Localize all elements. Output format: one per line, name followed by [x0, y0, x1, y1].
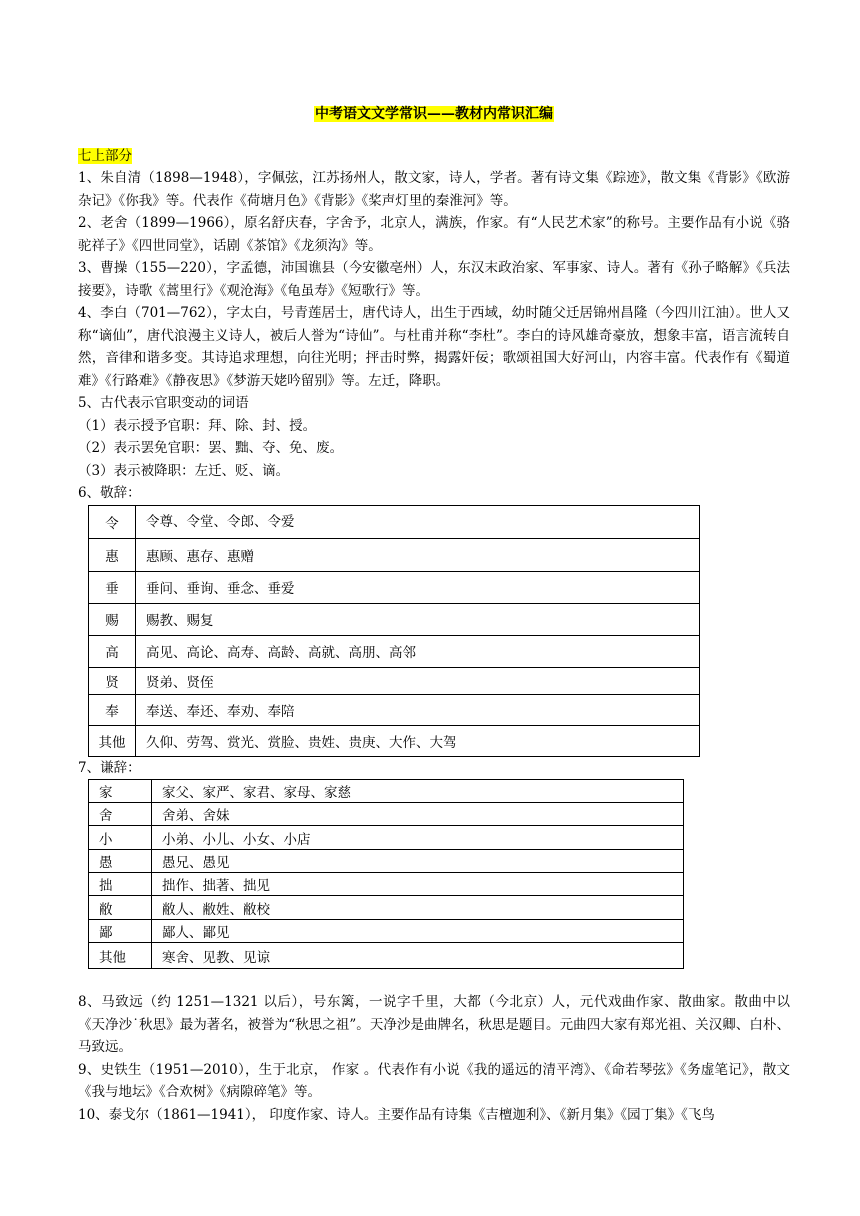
honorifics-heading: 6、敬辞：: [78, 485, 141, 501]
table-row: [89, 920, 684, 943]
table-key-cell: 贤: [89, 667, 136, 694]
table-value-cell: 垂问、垂询、垂念、垂爱: [136, 571, 700, 603]
table-value-cell: 高见、高论、高寿、高龄、高就、高朋、高邻: [136, 635, 700, 667]
table-row: [89, 873, 684, 896]
paragraph-1: 1、朱自清（1898—1948），字佩弦，江苏扬州人，散文家，诗人，学者。著有诗文集《踪迹》，散文集《背影》《欧游杂记》《你我》等。代表作《荷塘月色》《背影》《桨声灯里的秦淮河》等。: [78, 170, 790, 209]
table-row: [89, 505, 700, 538]
table-key-cell: 小: [89, 826, 152, 850]
humble-table: [88, 779, 684, 969]
table-key-cell: 愚: [89, 850, 152, 873]
paragraph-9: 9、史铁生（1951—2010），生于北京， 作家 。代表作有小说《我的遥远的清平湾》、《命若琴弦》《务虚笔记》，散文《我与地坛》《合欢树》《病隙碎笔》等。: [78, 1061, 790, 1100]
table-value-cell: 赐教、赐复: [136, 603, 700, 635]
table-value-cell: 鄙人、鄙见: [152, 920, 684, 943]
table-key-cell: 垂: [89, 571, 136, 603]
table-key-cell: 令: [89, 505, 136, 538]
paragraph-10: 10、泰戈尔（1861—1941）， 印度作家、诗人。主要作品有诗集《吉檀迦利》、《新月集》《园丁集》《飞鸟: [78, 1106, 715, 1123]
title-text: 中考语文文学常识——教材内常识汇编: [315, 106, 553, 122]
table-value-cell: 令尊、令堂、令郎、令爱: [136, 505, 700, 538]
paragraph-5: 5、古代表示官职变动的词语: [78, 395, 249, 411]
table-row: [89, 943, 684, 969]
honorifics-table: [88, 505, 700, 757]
document-title: [78, 104, 790, 124]
paragraph-4: 4、李白（701—762），字太白，号青莲居士，唐代诗人，出生于西域，幼时随父迁居锦州昌隆（今四川江油）。世人又称“谪仙”，唐代浪漫主义诗人，被后人誉为“诗仙”。与杜甫并称“李杜”。李白的诗风雄奇豪放，想象丰富，语言流转自然，音律和谐多变。其诗追求理想，向往光明；抨击时弊，揭露奸佞；歌颂祖国大好河山，内容丰富。代表作有《蜀道难》《行路难》《静夜思》《梦游天姥吟留别》等。左迁，降职。: [78, 305, 790, 389]
paragraph-8: 8、马致远（约 1251—1321 以后），号东篱，一说字千里，大都（今北京）人，元代戏曲作家、散曲家。散曲中以《天净沙˙秋思》最为著名，被誉为“秋思之祖”。天净沙是曲牌名，秋思是题目。元曲四大家有郑光祖、关汉卿、白朴、马致远。: [78, 994, 790, 1055]
table-value-cell: 惠顾、惠存、惠赠: [136, 538, 700, 571]
paragraph-5-3: （3）表示被降职：左迁、贬、谪。: [78, 462, 290, 479]
spacer: [78, 969, 790, 991]
table-key-cell: 惠: [89, 538, 136, 571]
table-value-cell: 愚兄、愚见: [152, 850, 684, 873]
table-row: [89, 850, 684, 873]
table-row: [89, 826, 684, 850]
table-row: [89, 635, 700, 667]
table-key-cell: 拙: [89, 873, 152, 896]
table-value-cell: 奉送、奉还、奉劝、奉陪: [136, 694, 700, 725]
table-row: [89, 896, 684, 920]
table-value-cell: 拙作、拙著、拙见: [152, 873, 684, 896]
paragraph-3: 3、曹操（155—220），字孟德，沛国谯县（今安徽亳州）人，东汉末政治家、军事家、诗人。著有《孙子略解》《兵法接要》，诗歌《蒿里行》《观沧海》《龟虽寿》《短歌行》等。: [78, 260, 790, 299]
table-key-cell: 高: [89, 635, 136, 667]
table-row: [89, 780, 684, 803]
table-value-cell: 寒舍、见教、见谅: [152, 943, 684, 969]
table-value-cell: 贤弟、贤侄: [136, 667, 700, 694]
document-page: [78, 104, 790, 1126]
table-row: [89, 603, 700, 635]
table-key-cell: 奉: [89, 694, 136, 725]
table-value-cell: 敝人、敝姓、敝校: [152, 896, 684, 920]
humble-heading: 7、谦辞：: [78, 759, 141, 776]
paragraph-2: 2、老舍（1899—1966），原名舒庆春，字舍予，北京人，满族，作家。有“人民艺术家”的称号。主要作品有小说《骆驼祥子》《四世同堂》，话剧《茶馆》《龙须沟》等。: [78, 215, 790, 254]
paragraph-5-2: （2）表示罢免官职：罢、黜、夺、免、废。: [78, 440, 344, 456]
table-key-cell: 赐: [89, 603, 136, 635]
table-row: [89, 667, 700, 694]
table-value-cell: 舍弟、舍妹: [152, 803, 684, 826]
table-value-cell: 久仰、劳驾、赏光、赏脸、贵姓、贵庚、大作、大驾: [136, 725, 700, 756]
table-key-cell: 家: [89, 780, 152, 803]
table-row: [89, 725, 700, 756]
table-value-cell: 小弟、小儿、小女、小店: [152, 826, 684, 850]
table-row: [89, 803, 684, 826]
table-key-cell: 敝: [89, 896, 152, 920]
table-value-cell: 家父、家严、家君、家母、家慈: [152, 780, 684, 803]
table-row: [89, 538, 700, 571]
table-row: [89, 694, 700, 725]
section-text: 七上部分: [78, 148, 132, 164]
table-key-cell: 舍: [89, 803, 152, 826]
table-key-cell: 其他: [89, 725, 136, 756]
section-heading: [78, 145, 790, 167]
table-key-cell: 其他: [89, 943, 152, 969]
paragraph-5-1: （1）表示授予官职：拜、除、封、授。: [78, 417, 317, 434]
table-row: [89, 571, 700, 603]
table-key-cell: 鄙: [89, 920, 152, 943]
